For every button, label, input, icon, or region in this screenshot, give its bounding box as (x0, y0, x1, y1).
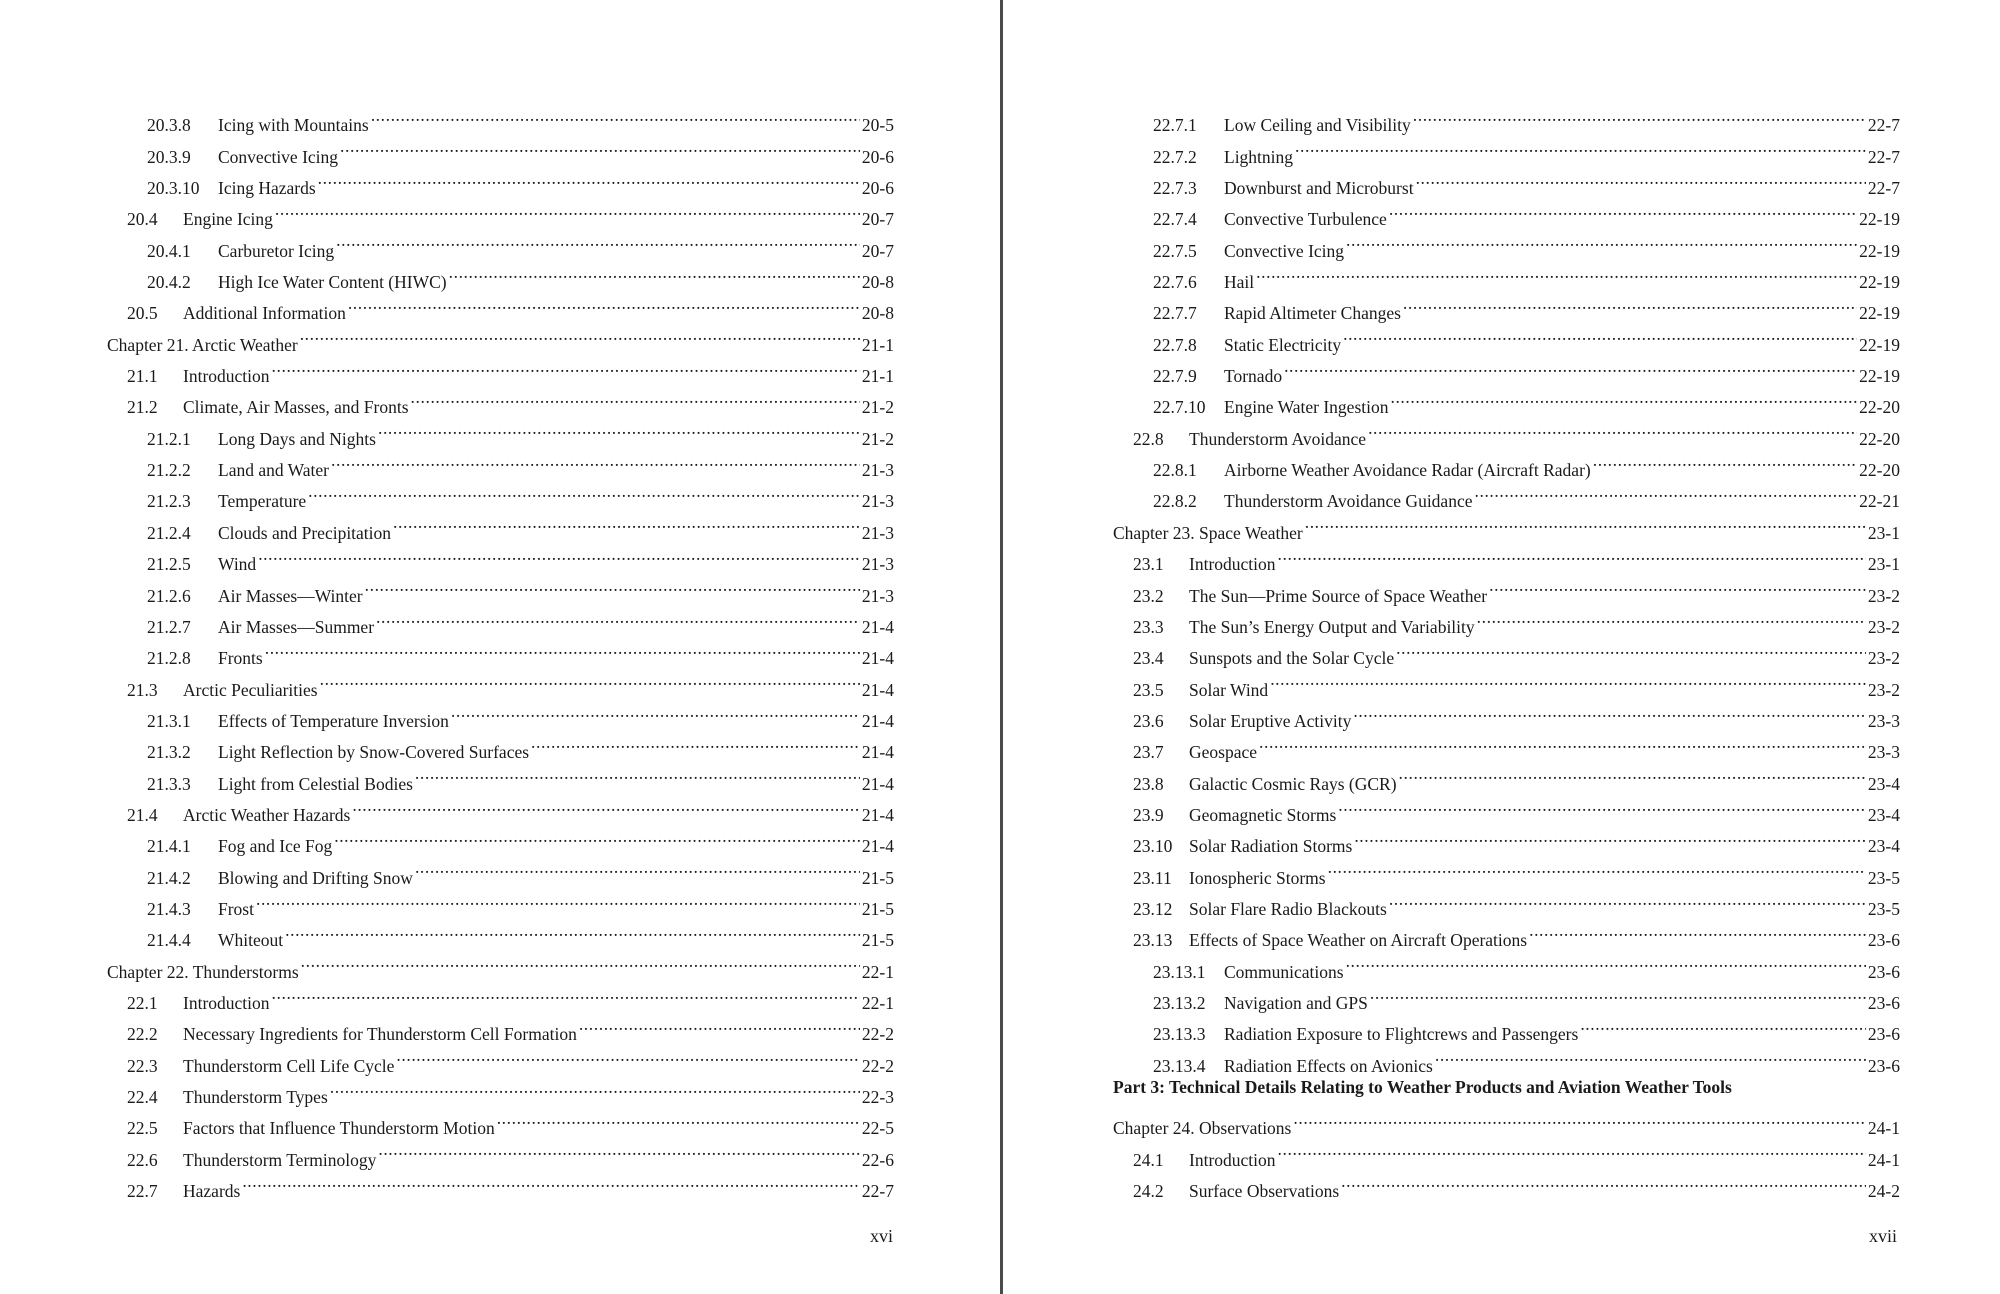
toc-entry-page: 22-20 (1859, 460, 1900, 481)
toc-entry-number: 23.13.1 (1153, 961, 1206, 982)
dot-leader (1346, 946, 1866, 977)
toc-entry-page: 23-5 (1867, 867, 1900, 888)
toc-entry-page: 24-1 (1867, 1149, 1900, 1170)
dot-leader (256, 884, 860, 915)
toc-entry-number: 23.13.2 (1153, 992, 1206, 1013)
toc-entry-number: 20.4 (127, 209, 158, 230)
dot-leader (1270, 664, 1866, 695)
toc-entry-number: 23.1 (1133, 554, 1164, 575)
dot-leader (334, 821, 860, 852)
toc-entry-title: Convective Icing (1224, 240, 1345, 261)
toc-entry-number: 21.4.2 (147, 867, 191, 888)
toc-entry-title: Land and Water (218, 460, 329, 481)
toc-entry-page: 20-8 (861, 272, 894, 293)
toc-entry-number: 21.3.2 (147, 742, 191, 763)
dot-leader (1295, 131, 1866, 162)
toc-entry-title: Solar Eruptive Activity (1189, 710, 1352, 731)
toc-entry-page: 22-1 (861, 992, 894, 1013)
dot-leader (531, 727, 860, 758)
dot-leader (396, 1040, 860, 1071)
toc-entry-title: Solar Radiation Storms (1189, 836, 1353, 857)
toc-entry-title: Icing Hazards (218, 178, 316, 199)
dot-leader (1256, 257, 1857, 288)
dot-leader (411, 382, 860, 413)
toc-entry-page: 22-21 (1859, 491, 1900, 512)
toc-entry-title: Convective Icing (218, 146, 339, 167)
toc-entry-title: Low Ceiling and Visibility (1224, 115, 1411, 136)
dot-leader (272, 351, 860, 382)
toc-entry-title: Chapter 21. Arctic Weather (107, 334, 298, 355)
dot-leader (275, 194, 860, 225)
toc-entry-title: The Sun—Prime Source of Space Weather (1189, 585, 1488, 606)
toc-entry-number: 23.13.3 (1153, 1024, 1206, 1045)
toc-entry-page: 23-6 (1867, 930, 1900, 951)
toc-entry-number: 22.7.7 (1153, 303, 1197, 324)
toc-entry-number: 23.5 (1133, 679, 1164, 700)
toc-entry-page: 22-19 (1859, 334, 1900, 355)
toc-entry-title: Arctic Weather Hazards (183, 804, 351, 825)
toc-entry-page: 21-2 (861, 397, 894, 418)
toc-entry-page: 23-6 (1867, 1055, 1900, 1076)
toc-entry-number: 24.2 (1133, 1181, 1164, 1202)
dot-leader (300, 319, 860, 350)
toc-entry-title: Wind (218, 554, 257, 575)
toc-entry-number: 22.5 (127, 1118, 158, 1139)
toc-entry-page: 23-2 (1867, 679, 1900, 700)
toc-entry-title: Factors that Influence Thunderstorm Motion (183, 1118, 495, 1139)
toc-entry-page: 21-5 (861, 898, 894, 919)
toc-entry-title: Thunderstorm Types (183, 1087, 328, 1107)
toc-entry-number: 21.2 (127, 397, 158, 418)
toc-entry-number: 21.4.1 (147, 836, 191, 857)
dot-leader (1278, 539, 1866, 570)
toc-entry-title: Fronts (218, 648, 263, 669)
dot-leader (1396, 633, 1866, 664)
toc-entry-title: High Ice Water Content (HIWC) (218, 272, 447, 293)
dot-leader (1413, 100, 1866, 131)
dot-leader (376, 602, 860, 633)
dot-leader (336, 225, 860, 256)
toc-entry-page: 22-5 (861, 1118, 894, 1139)
toc-entry-number: 23.8 (1133, 773, 1164, 794)
dot-leader (320, 664, 860, 695)
toc-chapter-entry[interactable] (1113, 1103, 1900, 1139)
dot-leader (340, 131, 860, 162)
toc-entry-number: 21.2.5 (147, 554, 191, 575)
dot-leader (1354, 821, 1866, 852)
dot-leader (1353, 696, 1866, 727)
toc-entry-number: 21.2.8 (147, 648, 191, 669)
toc-entry-title: Carburetor Icing (218, 240, 335, 261)
toc-entry-page: 21-4 (861, 804, 894, 825)
toc-entry[interactable] (1113, 100, 1900, 136)
toc-entry-page: 22-3 (861, 1087, 894, 1107)
dot-leader (301, 946, 860, 977)
toc-entry-page: 21-3 (861, 522, 894, 543)
toc-entry-number: 21.3.1 (147, 710, 191, 731)
toc-entry-title: Galactic Cosmic Rays (GCR) (1189, 773, 1397, 794)
toc-entry-number: 21.4.4 (147, 930, 191, 951)
dot-leader (415, 758, 860, 789)
dot-leader (1529, 915, 1866, 946)
toc-entry-title: Blowing and Drifting Snow (218, 867, 413, 888)
toc-entry-number: 22.7.10 (1153, 397, 1206, 418)
toc-entry-page: 21-3 (861, 585, 894, 606)
toc-entry-page: 24-2 (1867, 1181, 1900, 1202)
toc-entry-page: 22-7 (1867, 146, 1900, 167)
toc-entry-title: Thunderstorm Cell Life Cycle (183, 1055, 395, 1076)
toc-entry-page: 22-2 (861, 1024, 894, 1045)
toc-entry-page: 23-2 (1867, 585, 1900, 606)
toc-entry-title: Light from Celestial Bodies (218, 773, 413, 794)
dot-leader (308, 476, 860, 507)
toc-entry-number: 21.4.3 (147, 898, 191, 919)
toc-entry-title: Chapter 22. Thunderstorms (107, 961, 299, 982)
toc-entry-title: Surface Observations (1189, 1181, 1340, 1202)
toc-entry-number: 22.7.1 (1153, 115, 1197, 136)
toc-entry-title: Effects of Space Weather on Aircraft Operations (1189, 930, 1528, 951)
toc-entry-page: 23-3 (1867, 710, 1900, 731)
toc-entry-page: 20-7 (861, 240, 894, 261)
toc-entry-number: 23.12 (1133, 898, 1173, 919)
toc-entry-title: Solar Flare Radio Blackouts (1189, 898, 1387, 919)
toc-entry-title: Arctic Peculiarities (183, 679, 318, 700)
toc-entry-title: The Sun’s Energy Output and Variability (1189, 616, 1475, 637)
dot-leader (451, 696, 860, 727)
toc-entry-page: 23-2 (1867, 648, 1900, 669)
toc-entry-page: 21-5 (861, 867, 894, 888)
toc-entry-page: 21-2 (861, 428, 894, 449)
toc-entry-title: Necessary Ingredients for Thunderstorm Cell Formation (183, 1024, 577, 1045)
dot-leader (1399, 758, 1866, 789)
toc-entry-title: Chapter 23. Space Weather (1113, 522, 1303, 543)
dot-leader (1338, 790, 1866, 821)
toc-entry-number: 22.3 (127, 1055, 158, 1076)
dot-leader (1259, 727, 1866, 758)
dot-leader (242, 1166, 860, 1197)
toc-entry-number: 22.7.5 (1153, 240, 1197, 261)
toc-entry-number: 21.2.6 (147, 585, 191, 606)
toc-entry-page: 23-1 (1867, 522, 1900, 543)
toc-entry-title: Fog and Ice Fog (218, 836, 333, 857)
right-page (1003, 0, 2000, 1294)
toc-entry-title: Additional Information (183, 303, 346, 324)
toc-entry-title: Introduction (183, 366, 270, 387)
toc-entry-page: 22-1 (861, 961, 894, 982)
toc-entry-title: Downburst and Microburst (1224, 178, 1414, 199)
toc-entry-page: 22-19 (1859, 209, 1900, 230)
toc-entry-number: 20.4.2 (147, 272, 191, 293)
toc-entry-title: Introduction (183, 992, 270, 1013)
toc-entry-number: 21.2.3 (147, 491, 191, 512)
dot-leader (393, 507, 860, 538)
dot-leader (1328, 852, 1866, 883)
toc-entry-number: 20.3.9 (147, 146, 191, 167)
dot-leader (1341, 1166, 1866, 1197)
toc-entry-page: 22-6 (861, 1149, 894, 1170)
toc-entry-number: 22.1 (127, 992, 158, 1013)
toc-entry-title: Hail (1224, 272, 1255, 293)
dot-leader (352, 790, 860, 821)
toc-entry-page: 22-19 (1859, 366, 1900, 387)
dot-leader (348, 288, 860, 319)
toc-list-left (107, 100, 894, 1202)
toc-entry-number: 23.13 (1133, 930, 1173, 951)
toc-entry-number: 22.7.9 (1153, 366, 1197, 387)
toc-entry-page: 21-4 (861, 742, 894, 763)
toc-entry-number: 22.7 (127, 1181, 158, 1202)
dot-leader (258, 539, 860, 570)
toc-entry-number: 23.4 (1133, 648, 1164, 669)
dot-leader (1477, 602, 1866, 633)
toc-entry-page: 21-1 (861, 334, 894, 355)
toc-entry-title: Radiation Exposure to Flightcrews and Passengers (1224, 1024, 1579, 1045)
toc-entry-number: 22.8.2 (1153, 491, 1197, 512)
toc-entry-number: 21.4 (127, 804, 158, 825)
toc-entry-number: 22.6 (127, 1149, 158, 1170)
toc-entry-page: 21-5 (861, 930, 894, 951)
toc-entry-title: Light Reflection by Snow-Covered Surfaces (218, 742, 530, 763)
toc-entry-number: 21.2.1 (147, 428, 191, 449)
toc-entry-title: Geospace (1189, 742, 1258, 763)
toc-entry-number: 23.10 (1133, 836, 1173, 857)
toc-entry-number: 20.3.10 (147, 178, 200, 199)
toc-entry-title: Ionospheric Storms (1189, 867, 1326, 888)
toc-entry-page: 23-1 (1867, 554, 1900, 575)
dot-leader (1593, 445, 1857, 476)
toc-entry-page: 23-2 (1867, 616, 1900, 637)
dot-leader (1305, 507, 1866, 538)
toc-entry-page: 21-4 (861, 836, 894, 857)
toc-entry-title: Engine Icing (183, 209, 273, 230)
toc-entry-number: 21.1 (127, 366, 158, 387)
toc-entry-title: Clouds and Precipitation (218, 522, 392, 543)
toc-entry-page: 22-20 (1859, 397, 1900, 418)
toc-entry-number: 21.3.3 (147, 773, 191, 794)
toc-entry-page: 22-19 (1859, 272, 1900, 293)
dot-leader (378, 413, 860, 444)
toc-entry-number: 20.4.1 (147, 240, 191, 261)
dot-leader (1346, 225, 1857, 256)
dot-leader (415, 852, 860, 883)
dot-leader (1435, 1040, 1866, 1071)
toc-entry-number: 22.2 (127, 1024, 158, 1045)
toc-entry-title: Effects of Temperature Inversion (218, 710, 449, 731)
toc-entry-number: 21.2.4 (147, 522, 191, 543)
toc-entry-title: Chapter 24. Observations (1113, 1118, 1292, 1139)
toc-entry-number: 22.8 (1133, 428, 1164, 449)
toc-entry-page: 20-8 (861, 303, 894, 324)
toc-entry-title: Whiteout (218, 930, 284, 951)
dot-leader (1416, 163, 1866, 194)
toc-entry-page: 20-6 (861, 178, 894, 199)
toc-entry-page: 22-19 (1859, 303, 1900, 324)
toc-entry-page: 21-1 (861, 366, 894, 387)
dot-leader (1284, 351, 1857, 382)
toc-entry-page: 23-6 (1867, 961, 1900, 982)
dot-leader (1475, 476, 1858, 507)
toc-entry-page: 22-7 (861, 1181, 894, 1202)
toc-entry-title: Long Days and Nights (218, 428, 376, 449)
toc-entry-number: 22.8.1 (1153, 460, 1197, 481)
page-number-left: xvi (869, 1226, 893, 1246)
toc-entry[interactable] (107, 100, 894, 136)
toc-entry-page: 23-3 (1867, 742, 1900, 763)
toc-entry-title: Navigation and GPS (1224, 992, 1368, 1013)
dot-leader (1343, 319, 1857, 350)
toc-list-right (1113, 100, 1900, 1202)
toc-entry-page: 22-2 (861, 1055, 894, 1076)
dot-leader (272, 978, 860, 1009)
toc-entry-page: 20-6 (861, 146, 894, 167)
toc-entry-title: Radiation Effects on Avionics (1224, 1055, 1433, 1076)
toc-entry-page: 22-19 (1859, 240, 1900, 261)
dot-leader (285, 915, 860, 946)
toc-entry-number: 23.11 (1133, 867, 1172, 888)
toc-entry-page: 23-5 (1867, 898, 1900, 919)
toc-entry-page: 21-3 (861, 491, 894, 512)
toc-entry-title: Climate, Air Masses, and Fronts (183, 397, 409, 418)
page-number-right: xvii (1868, 1226, 1897, 1246)
toc-entry-page: 21-3 (861, 460, 894, 481)
dot-leader (330, 1072, 860, 1103)
toc-entry-number: 21.2.7 (147, 616, 191, 637)
toc-entry-number: 23.7 (1133, 742, 1164, 763)
toc-entry-title: Sunspots and the Solar Cycle (1189, 648, 1395, 669)
toc-entry-page: 23-4 (1867, 804, 1900, 825)
dot-leader (449, 257, 860, 288)
dot-leader (1403, 288, 1857, 319)
dot-leader (331, 445, 860, 476)
toc-entry-title: Solar Wind (1189, 679, 1269, 700)
toc-entry-page: 21-4 (861, 679, 894, 700)
toc-entry-number: 23.3 (1133, 616, 1164, 637)
dot-leader (265, 633, 860, 664)
toc-entry-title: Air Masses—Winter (218, 585, 363, 606)
toc-entry-title: Engine Water Ingestion (1224, 397, 1389, 418)
toc-entry-title: Hazards (183, 1181, 241, 1202)
toc-entry-page: 23-6 (1867, 1024, 1900, 1045)
toc-entry-page: 20-7 (861, 209, 894, 230)
toc-entry-number: 20.5 (127, 303, 158, 324)
toc-entry-title: Thunderstorm Avoidance Guidance (1224, 491, 1473, 512)
dot-leader (371, 100, 860, 131)
toc-entry-title: Thunderstorm Avoidance (1189, 428, 1367, 449)
toc-entry-title: Lightning (1224, 146, 1294, 167)
toc-entry-page: 21-4 (861, 616, 894, 637)
toc-entry-number: 24.1 (1133, 1149, 1164, 1170)
toc-entry-number: 22.7.6 (1153, 272, 1197, 293)
toc-entry-page: 22-20 (1859, 428, 1900, 449)
toc-entry-number: 23.9 (1133, 804, 1164, 825)
dot-leader (318, 163, 860, 194)
toc-entry-title: Air Masses—Summer (218, 616, 375, 637)
toc-entry-number: 23.2 (1133, 585, 1164, 606)
toc-entry-number: 22.7.2 (1153, 146, 1197, 167)
toc-part-heading[interactable] (1113, 1072, 1900, 1103)
toc-entry-title: Part 3: Technical Details Relating to Weather Products and Aviation Weather Tools (1113, 1076, 1732, 1097)
dot-leader (1389, 884, 1866, 915)
toc-entry-page: 20-5 (861, 115, 894, 136)
toc-entry-title: Static Electricity (1224, 334, 1342, 355)
toc-entry-number: 21.2.2 (147, 460, 191, 481)
toc-entry-number: 22.7.4 (1153, 209, 1197, 230)
dot-leader (1370, 978, 1866, 1009)
toc-entry-page: 21-3 (861, 554, 894, 575)
toc-entry-page: 21-4 (861, 773, 894, 794)
toc-entry-page: 23-4 (1867, 836, 1900, 857)
toc-entry-title: Communications (1224, 961, 1344, 982)
toc-entry-number: 21.3 (127, 679, 158, 700)
toc-entry-number: 20.3.8 (147, 115, 191, 136)
toc-entry-number: 23.6 (1133, 710, 1164, 731)
toc-entry-title: Introduction (1189, 554, 1276, 575)
dot-leader (1489, 570, 1866, 601)
dot-leader (497, 1103, 860, 1134)
toc-entry-page: 23-6 (1867, 992, 1900, 1013)
toc-entry-page: 24-1 (1867, 1118, 1900, 1139)
dot-leader (579, 1009, 860, 1040)
dot-leader (1293, 1103, 1866, 1134)
toc-entry-number: 22.4 (127, 1087, 158, 1107)
toc-entry-title: Thunderstorm Terminology (183, 1149, 377, 1170)
toc-entry-number: 22.7.8 (1153, 334, 1197, 355)
toc-entry-title: Convective Turbulence (1224, 209, 1387, 230)
toc-entry-number: 23.13.4 (1153, 1055, 1206, 1076)
dot-leader (1389, 194, 1857, 225)
toc-entry-title: Temperature (218, 491, 307, 512)
toc-entry-page: 23-4 (1867, 773, 1900, 794)
dot-leader (1580, 1009, 1866, 1040)
toc-entry-title: Geomagnetic Storms (1189, 804, 1337, 825)
toc-entry-title: Tornado (1224, 366, 1283, 387)
toc-entry-title: Introduction (1189, 1149, 1276, 1170)
toc-entry-number: 22.7.3 (1153, 178, 1197, 199)
dot-leader (378, 1134, 860, 1165)
dot-leader (365, 570, 860, 601)
toc-entry-title: Rapid Altimeter Changes (1224, 303, 1401, 324)
toc-entry-page: 21-4 (861, 710, 894, 731)
toc-entry-page: 22-7 (1867, 115, 1900, 136)
dot-leader (1278, 1134, 1866, 1165)
toc-entry-title: Airborne Weather Avoidance Radar (Aircraft Radar) (1224, 460, 1591, 481)
dot-leader (1368, 413, 1857, 444)
toc-entry-title: Icing with Mountains (218, 115, 369, 136)
toc-entry-title: Frost (218, 898, 254, 919)
toc-entry-page: 22-7 (1867, 178, 1900, 199)
dot-leader (1390, 382, 1857, 413)
toc-entry-page: 21-4 (861, 648, 894, 669)
